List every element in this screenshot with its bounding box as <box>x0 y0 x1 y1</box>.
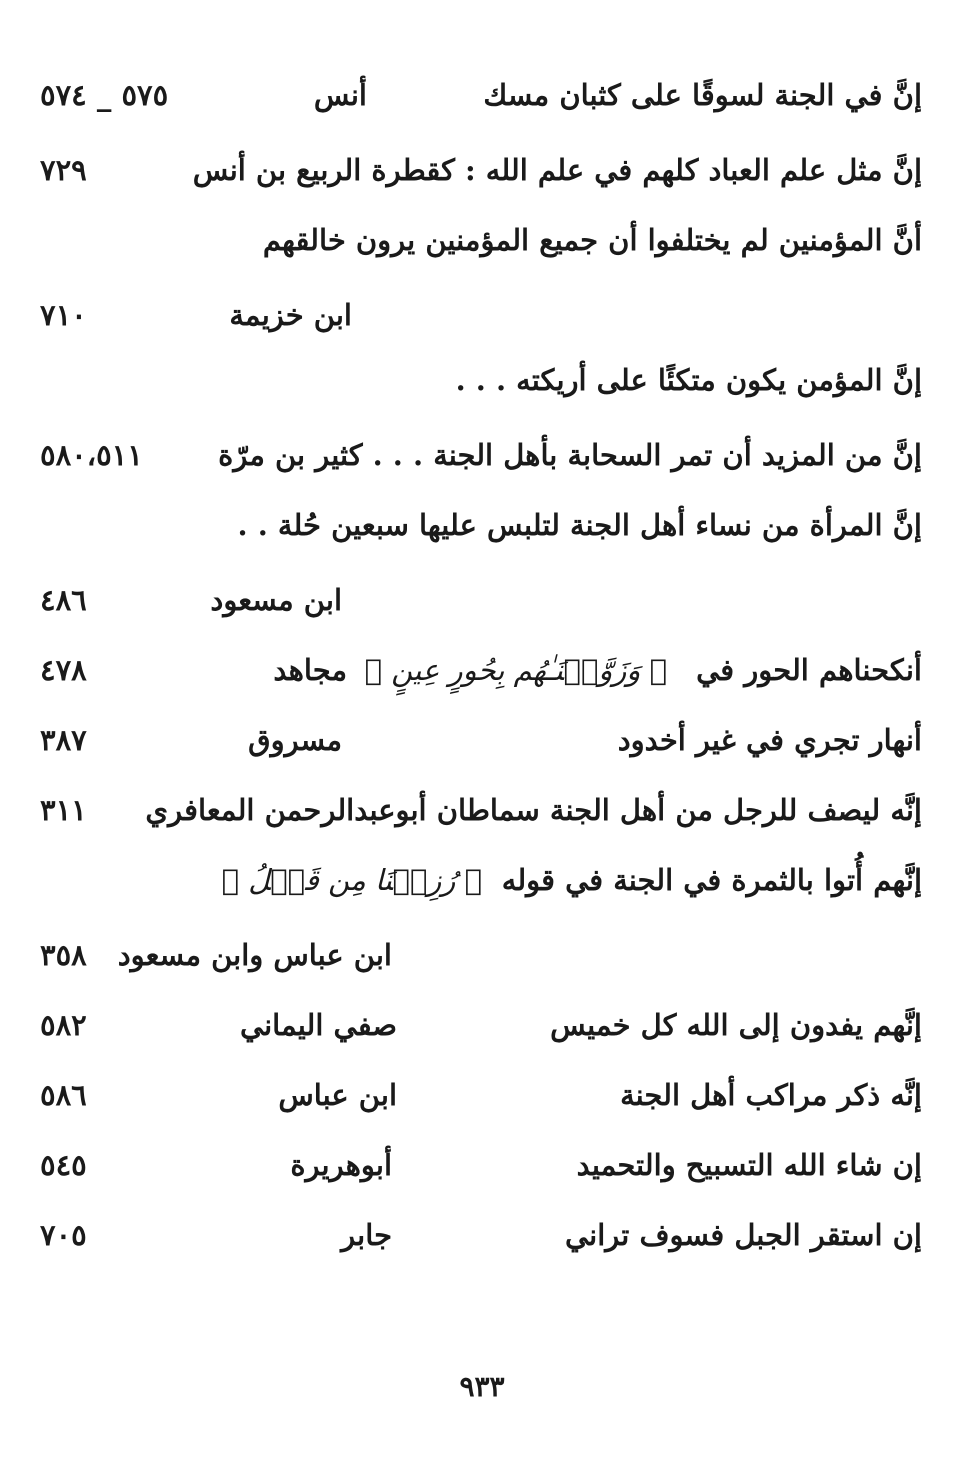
index-entry <box>40 850 922 910</box>
entry-text: إنَّه ليصف للرجل من أهل الجنة سماطان أبوعبدالرحمن المعافري <box>145 793 922 827</box>
index-entry <box>40 995 922 1055</box>
index-entry <box>40 350 922 410</box>
entry-pages: ٥٧٥ _ ٥٧٤ <box>40 78 169 112</box>
entry-pages: ٥٨٠،٥١١ <box>40 438 143 472</box>
index-entry <box>40 570 922 630</box>
entry-text: إن شاء الله التسبيح والتحميد <box>576 1148 922 1182</box>
entry-narrator: مجاهد <box>273 653 347 687</box>
entry-pages: ٧١٠ <box>40 298 87 332</box>
entry-narrator: ابن عباس وابن مسعود <box>117 938 392 972</box>
entry-text: إنَّهم أُتوا بالثمرة في الجنة في قوله <box>501 863 922 897</box>
entry-pages: ٥٨٢ <box>40 1008 87 1042</box>
entry-text: إنَّ مثل علم العباد كلهم في علم الله : كقطرة الربيع بن أنس <box>192 153 922 187</box>
entry-narrator: ابن مسعود <box>210 583 342 617</box>
entry-text: إنَّ المؤمن يكون متكئًا على أريكته . . . <box>455 363 922 397</box>
page-number: ٩٣٣ <box>459 1370 505 1403</box>
entry-text: إنَّ من المزيد أن تمر السحابة بأهل الجنة . . . كثير بن مرّة <box>218 438 922 472</box>
entry-narrator: صفي اليماني <box>239 1008 397 1042</box>
index-entry <box>40 1065 922 1125</box>
entry-pages: ٤٧٨ <box>40 653 87 687</box>
entry-text: أنَّ المؤمنين لم يختلفوا أن جميع المؤمنين يرون خالقهم <box>262 223 922 257</box>
entry-pages: ٣٥٨ <box>40 938 87 972</box>
quran-verse: ﴿ رُزِقۡنَا مِن قَبۡلُ ﴾ <box>221 863 482 897</box>
index-entry <box>40 1135 922 1195</box>
index-entry <box>40 640 922 700</box>
entry-text: إنَّ في الجنة لسوقًا على كثبان مسك <box>483 78 922 112</box>
entry-pages: ٥٨٦ <box>40 1078 87 1112</box>
index-entry <box>40 710 922 770</box>
index-entry <box>40 425 922 485</box>
entry-pages: ٣٨٧ <box>40 723 87 757</box>
entry-pages: ٥٤٥ <box>40 1148 87 1182</box>
entry-narrator: ابن عباس <box>278 1078 397 1112</box>
index-entry <box>40 780 922 840</box>
entry-narrator: أنس <box>313 78 367 112</box>
entry-pages: ٧٢٩ <box>40 153 87 187</box>
index-entry <box>40 925 922 985</box>
index-entry <box>40 495 922 555</box>
entry-pages: ٣١١ <box>40 793 87 827</box>
entry-text: إن استقر الجبل فسوف تراني <box>565 1218 922 1252</box>
entry-text: أنكحناهم الحور في <box>696 653 922 687</box>
entry-pages: ٤٨٦ <box>40 583 87 617</box>
entry-narrator: ابن خزيمة <box>229 298 352 332</box>
entry-narrator: جابر <box>341 1218 392 1252</box>
entry-text: إنَّه ذكر مراكب أهل الجنة <box>620 1078 922 1112</box>
index-entry <box>40 140 922 200</box>
entry-pages: ٧٠٥ <box>40 1218 87 1252</box>
index-entry <box>40 285 922 345</box>
entry-text: إنَّهم يفدون إلى الله كل خميس <box>550 1008 922 1042</box>
entry-narrator: مسروق <box>248 723 342 757</box>
index-entry <box>40 1205 922 1265</box>
index-entry <box>40 210 922 270</box>
quran-verse: ﴿ وَزَوَّجۡنَـٰهُم بِحُورٍ عِينٍ ﴾ <box>364 653 667 687</box>
entry-narrator: أبوهريرة <box>290 1148 392 1182</box>
entry-text: أنهار تجري في غير أخدود <box>617 723 922 757</box>
index-entry <box>40 65 922 125</box>
entry-text: إنَّ المرأة من نساء أهل الجنة لتلبس عليها سبعين حُلة . . <box>237 508 922 542</box>
